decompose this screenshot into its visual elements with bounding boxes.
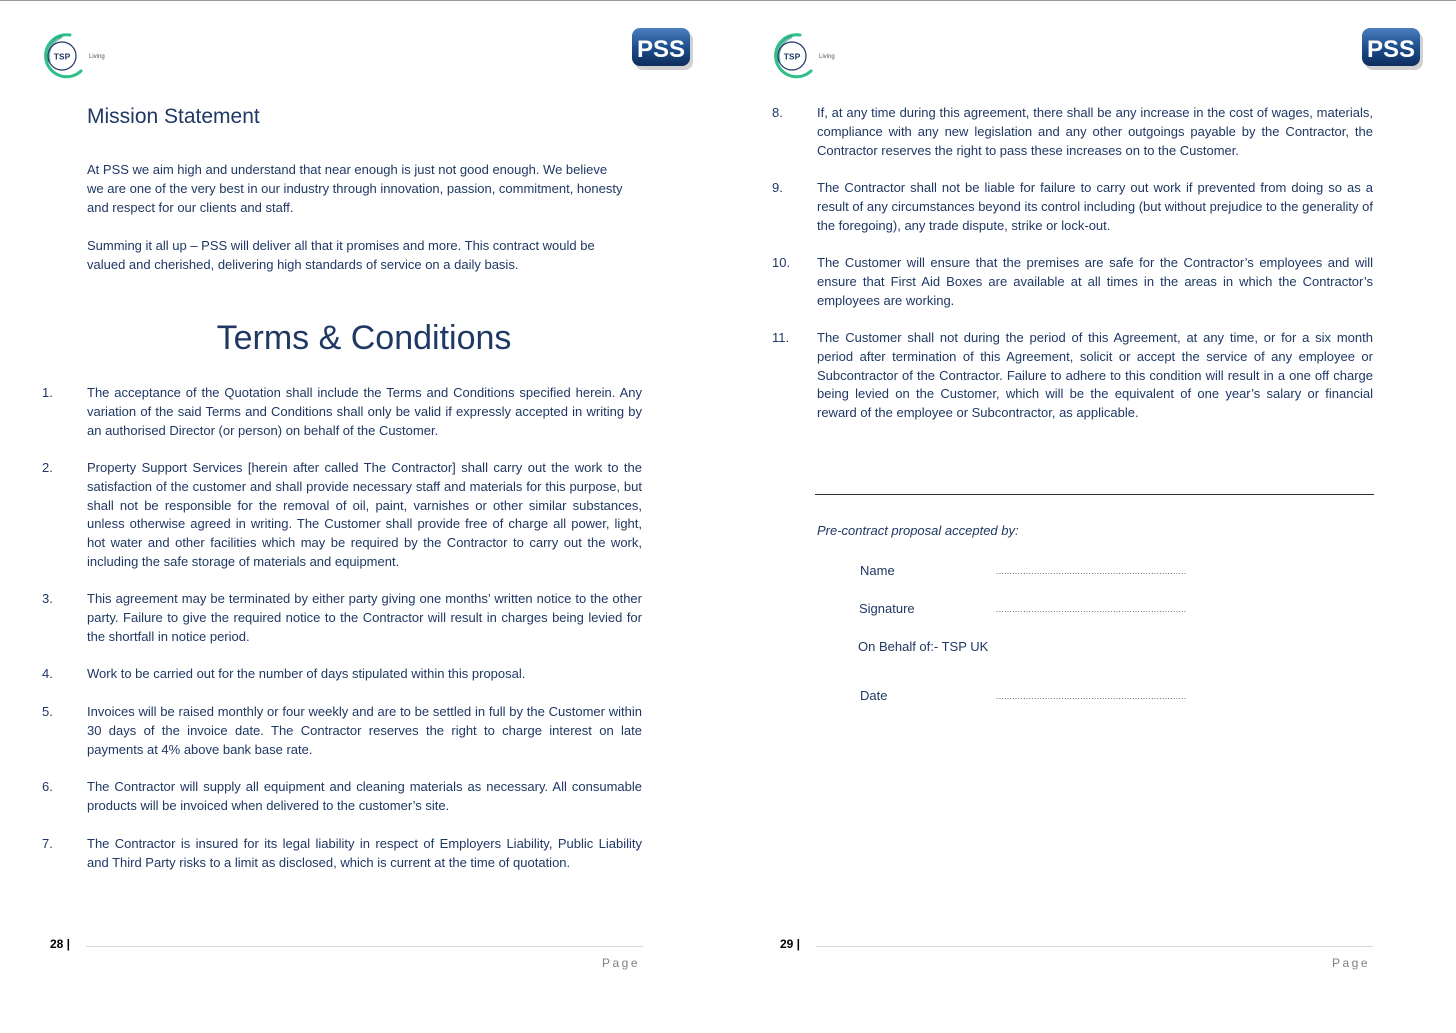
pss-logo-text: PSS: [636, 36, 686, 63]
mission-paragraph-1: At PSS we aim high and understand that near enough is just not good enough. We believe we are one of the very best in our industry through innovation, passion, commitment, honesty and respect for our clients and staff.: [87, 162, 623, 215]
clause-text: Invoices will be raised monthly or four weekly and are to be settled in full by the Customer within 30 days of the invoice date. The Contractor reserves the right to charge interest on late payments at 4% above bank base rate.: [87, 704, 642, 757]
terms-heading: Terms & Conditions: [216, 319, 512, 357]
clause-number: 10.: [772, 255, 791, 270]
clause-number: 9.: [772, 180, 783, 195]
clause-number: 3.: [42, 591, 53, 606]
tsp-logo-mark: TSP: [53, 51, 71, 62]
clause-number: 4.: [42, 666, 53, 681]
clause-text: Work to be carried out for the number of days stipulated within this proposal.: [87, 666, 526, 681]
clause-text: The Customer will ensure that the premises are safe for the Contractor’s employees and will ensure that First Aid Boxes are available at all times in the areas in which the Contractor’s employees are working.: [817, 255, 1373, 308]
clause-text: This agreement may be terminated by either party giving one months’ written notice to the other party. Failure to give the required notice to the Contractor will result in charges being levied for the shortfall in notice period.: [87, 591, 642, 644]
date-label: Date: [860, 688, 888, 703]
mission-heading: Mission Statement: [87, 105, 260, 128]
clause-text: The Contractor will supply all equipment and cleaning materials as necessary. All consumable products will be invoiced when delivered to the customer’s site.: [87, 779, 642, 813]
tsp-living-logo: [768, 31, 848, 81]
signature-line[interactable]: ......................................................................: [996, 605, 1187, 614]
tsp-logo-mark: TSP: [783, 51, 801, 62]
acceptance-label: Pre-contract proposal accepted by:: [817, 523, 1019, 538]
clause-number: 6.: [42, 779, 53, 794]
pss-logo: [630, 26, 696, 72]
page-label: Page: [602, 956, 641, 970]
clause-number: 5.: [42, 704, 53, 719]
clause-number: 11.: [772, 330, 790, 345]
document-page-28: [0, 1, 728, 1033]
pss-logo: [1360, 26, 1426, 72]
on-behalf-label: On Behalf of:- TSP UK: [858, 639, 989, 654]
signature-label: Signature: [859, 601, 915, 616]
tsp-living-logo: [38, 31, 118, 81]
footer-divider: [816, 946, 1373, 947]
page-label: Page: [1332, 956, 1371, 970]
clause-number: 7.: [42, 836, 53, 851]
tsp-logo-tag: Living: [89, 54, 105, 60]
document-page-29: [730, 1, 1456, 1033]
clause-text: The acceptance of the Quotation shall include the Terms and Conditions specified herein. Any variation of the said Terms and Conditions shall only be valid if expressly accepted in writing by an authorised Director (or person) on behalf of the Customer.: [87, 385, 642, 438]
clause-number: 1.: [42, 385, 53, 400]
clause-text: The Customer shall not during the period of this Agreement, at any time, or for a six month period after termination of this Agreement, solicit or accept the service of any employee or Subcontractor of the Contractor. Failure to adhere to this condition will result in a one off charge being levied on the Customer, which will be the equivalent of one year’s salary or financial reward of the employee or Subcontractor, as applicable.: [817, 330, 1373, 421]
signature-section-rule: [815, 494, 1374, 495]
clause-text: If, at any time during this agreement, there shall be any increase in the cost of wages, materials, compliance with any new legislation and any other outgoings payable by the Contractor, the Contractor reserves the right to pass these increases on to the Customer.: [817, 105, 1373, 158]
name-label: Name: [860, 563, 895, 578]
page-number: 28 |: [50, 937, 71, 951]
clause-text: The Contractor is insured for its legal liability in respect of Employers Liability, Public Liability and Third Party risks to a limit as disclosed, which is current at the time of quotation.: [87, 836, 642, 870]
tsp-logo-tag: Living: [819, 54, 835, 60]
name-signature-line[interactable]: ......................................................................: [996, 567, 1187, 576]
footer-divider: [86, 946, 643, 947]
clause-text: Property Support Services [herein after called The Contractor] shall carry out the work to the satisfaction of the customer and shall provide necessary staff and materials for this purpose, but shall not be responsible for the removal of oil, paint, varnishes or other similar substances, unless otherwise agreed in writing. The Customer shall provide free of charge all power, light, hot water and other facilities which may be required by the Contractor to carry out the work, including the safe storage of materials and equipment.: [87, 460, 642, 569]
pss-logo-text: PSS: [1366, 36, 1416, 63]
page-number: 29 |: [780, 937, 801, 951]
mission-paragraph-2: Summing it all up – PSS will deliver all that it promises and more. This contract would be valued and cherished, delivering high standards of service on a daily basis.: [87, 238, 595, 272]
date-signature-line[interactable]: ......................................................................: [996, 692, 1187, 701]
clause-number: 8.: [772, 105, 783, 120]
clause-text: The Contractor shall not be liable for failure to carry out work if prevented from doing so as a result of any circumstances beyond its control including (but without prejudice to the generality of the foregoing), any trade dispute, strike or lock-out.: [817, 180, 1373, 233]
clause-number: 2.: [42, 460, 53, 475]
